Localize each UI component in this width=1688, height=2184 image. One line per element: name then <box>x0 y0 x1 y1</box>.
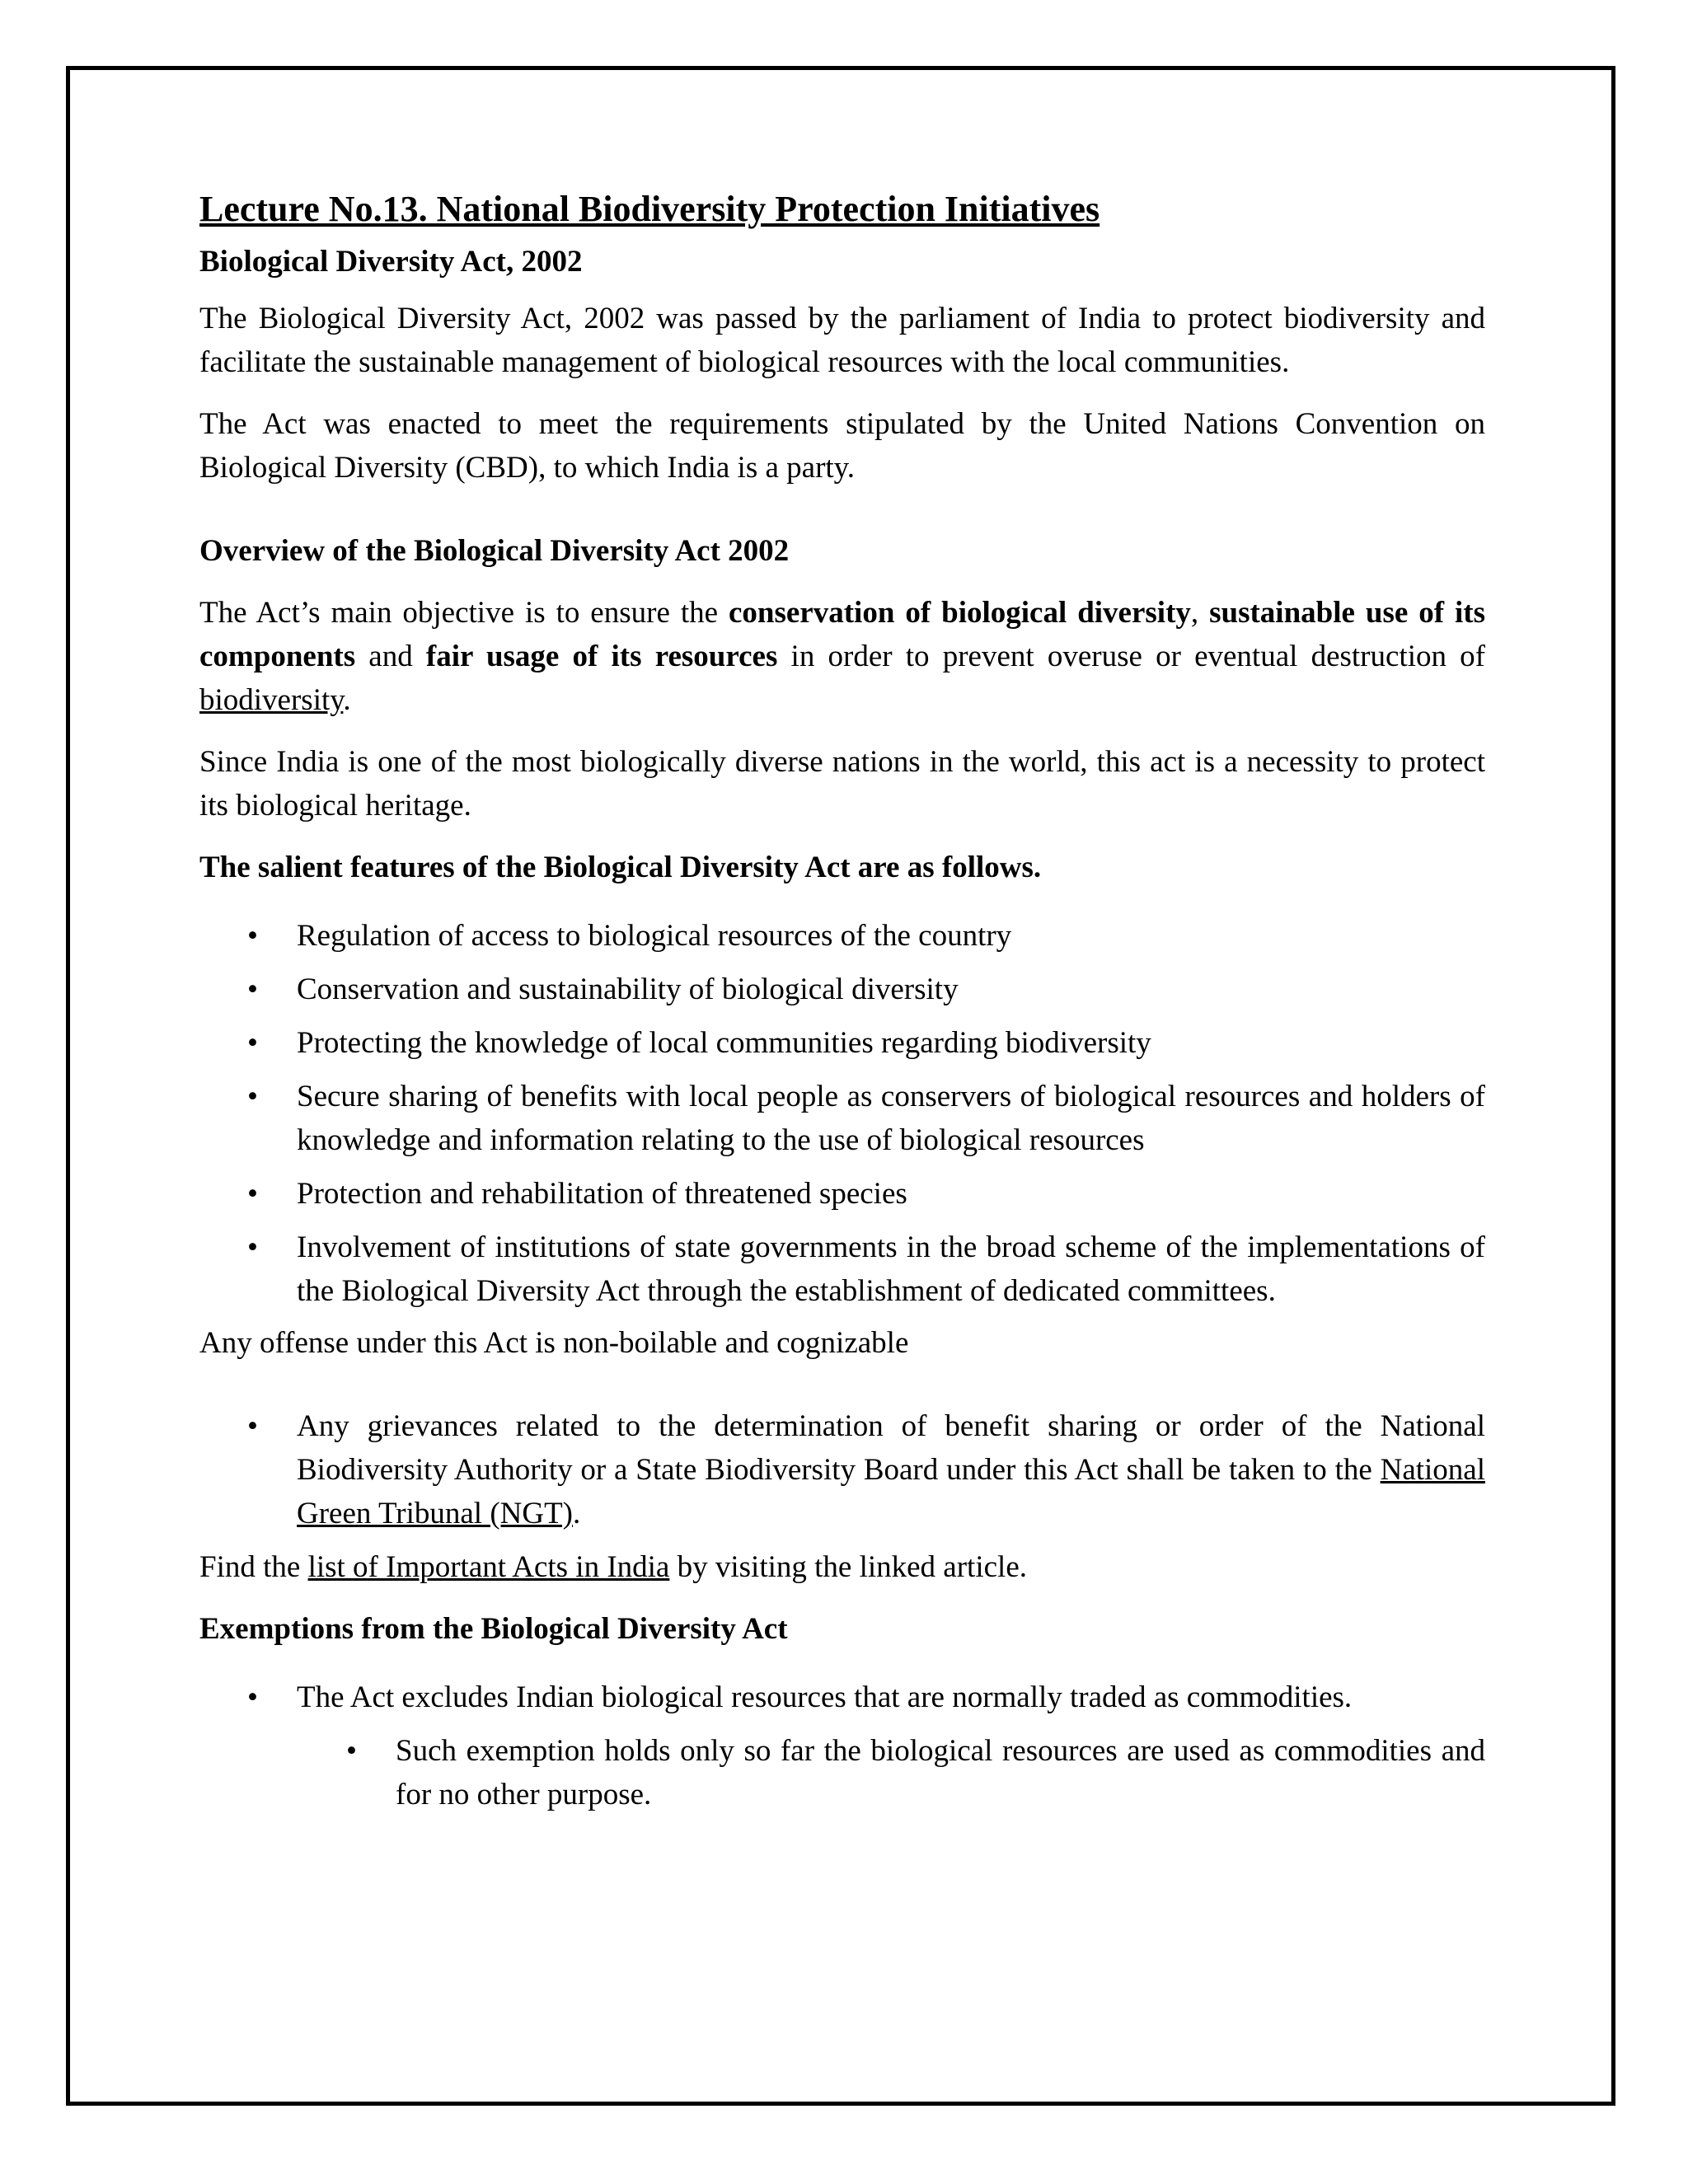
paragraph-objective <box>199 591 1485 722</box>
objective-bold-fair-usage: fair usage of its resources <box>425 640 778 673</box>
feature-text: Regulation of access to biological resources of the country <box>297 919 1012 953</box>
features-heading: The salient features of the Biological Diversity Act are as follows. <box>199 851 1042 884</box>
grievance-list <box>199 1404 1485 1535</box>
feature-text: Protection and rehabilitation of threatened species <box>297 1177 907 1211</box>
feature-text: Protecting the knowledge of local communities regarding biodiversity <box>297 1026 1151 1060</box>
section-heading-act-2002: Biological Diversity Act, 2002 <box>199 245 583 279</box>
objective-text-4: in order to prevent overuse or eventual destruction of <box>777 640 1485 673</box>
bullet-icon: • <box>247 1680 258 1714</box>
biodiversity-link[interactable]: biodiversity <box>199 683 344 717</box>
exemptions-sublist <box>199 1729 1485 1816</box>
list-item <box>199 1172 1485 1216</box>
objective-bold-conservation: conservation of biological diversity <box>728 596 1191 630</box>
feature-text: Involvement of institutions of state governments in the broad scheme of the implementations of the Biological Diversity Act through the establishment of dedicated committees. <box>297 1230 1485 1308</box>
list-item <box>199 1675 1485 1719</box>
feature-text: Conservation and sustainability of biological diversity <box>297 972 959 1006</box>
grievance-text-1: Any grievances related to the determination of benefit sharing or order of the National Biodiversity Authority or a State Biodiversity Board under this Act shall be taken to the <box>297 1409 1485 1487</box>
find-text-1: Find the <box>199 1550 308 1584</box>
objective-bold-sustainable-use: sustainable use of its components <box>199 596 1485 673</box>
list-item <box>199 1226 1485 1313</box>
bullet-icon: • <box>247 1230 258 1264</box>
document-body <box>199 185 1485 1816</box>
list-item <box>199 1404 1485 1535</box>
section-heading-exemptions: Exemptions from the Biological Diversity Act <box>199 1612 788 1646</box>
objective-text-5: . <box>343 683 351 717</box>
find-text-2: by visiting the linked article. <box>669 1550 1027 1584</box>
list-item <box>199 1075 1485 1162</box>
objective-text-2: , <box>1190 596 1210 630</box>
paragraph-act-cbd: The Act was enacted to meet the requirements stipulated by the United Nations Convention on Biological Diversity (CBD), to which India is a party. <box>199 407 1485 485</box>
bullet-icon: • <box>247 972 258 1006</box>
bullet-icon: • <box>247 1409 258 1443</box>
exemption-text: The Act excludes Indian biological resources that are normally traded as commodities. <box>297 1680 1353 1714</box>
bullet-icon: • <box>247 1177 258 1211</box>
page-title: Lecture No.13. National Biodiversity Protection Initiatives <box>199 189 1100 229</box>
objective-text-3: and <box>355 640 426 673</box>
paragraph-offense: Any offense under this Act is non-boilable and cognizable <box>199 1326 909 1360</box>
exemptions-list <box>199 1675 1485 1719</box>
list-item <box>199 968 1485 1011</box>
feature-text: Secure sharing of benefits with local people as conservers of biological resources and holders of knowledge and information relating to the use of biological resources <box>297 1080 1485 1157</box>
paragraph-act-intro: The Biological Diversity Act, 2002 was passed by the parliament of India to protect biodiversity and facilitate the sustainable management of biological resources with the local communities. <box>199 302 1485 379</box>
bullet-icon: • <box>247 919 258 953</box>
paragraph-india-diversity: Since India is one of the most biologically diverse nations in the world, this act is a necessity to protect its biological heritage. <box>199 745 1485 823</box>
bullet-icon: • <box>247 1026 258 1060</box>
bullet-icon: • <box>247 1080 258 1113</box>
bullet-icon: • <box>346 1734 357 1768</box>
list-item <box>199 914 1485 958</box>
section-heading-overview: Overview of the Biological Diversity Act 2002 <box>199 534 790 568</box>
objective-text-1: The Act’s main objective is to ensure the <box>199 596 729 630</box>
list-item <box>199 1021 1485 1065</box>
ngt-link[interactable]: National Green Tribunal (NGT) <box>297 1453 1485 1530</box>
important-acts-link[interactable]: list of Important Acts in India <box>307 1550 670 1584</box>
list-item <box>199 1729 1485 1816</box>
exemption-subtext: Such exemption holds only so far the biological resources are used as commodities and for no other purpose. <box>396 1734 1485 1811</box>
paragraph-find-acts <box>199 1545 1485 1589</box>
features-list <box>199 914 1485 1313</box>
grievance-text-2: . <box>573 1497 581 1530</box>
